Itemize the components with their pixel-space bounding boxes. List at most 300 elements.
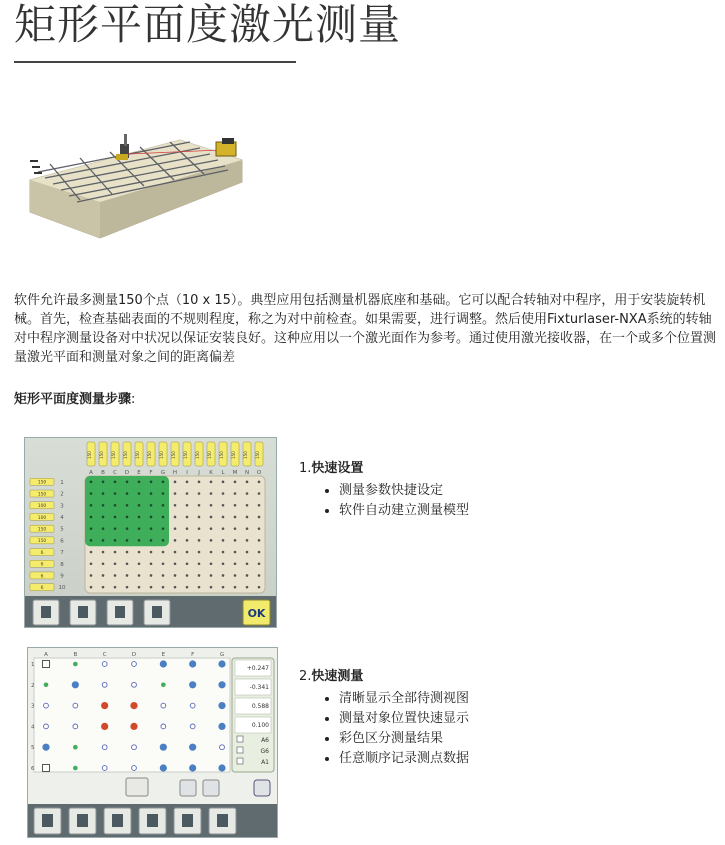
grid-point[interactable] — [222, 527, 225, 530]
grid-point[interactable] — [150, 527, 153, 530]
measured-point[interactable] — [189, 660, 196, 667]
grid-point[interactable] — [174, 492, 177, 495]
column-label: K — [209, 470, 213, 476]
grid-point[interactable] — [138, 562, 141, 565]
grid-point[interactable] — [174, 562, 177, 565]
pending-point[interactable] — [132, 745, 137, 750]
grid-point[interactable] — [210, 516, 213, 519]
measured-point[interactable] — [160, 660, 167, 667]
row-label: 3 — [31, 703, 35, 710]
grid-point[interactable] — [246, 527, 249, 530]
grid-point[interactable] — [90, 504, 93, 507]
grid-point[interactable] — [126, 551, 129, 554]
column-label: G — [219, 652, 225, 658]
measured-point[interactable] — [160, 744, 167, 751]
grid-point[interactable] — [90, 516, 93, 519]
grid-point[interactable] — [138, 504, 141, 507]
grid-point[interactable] — [246, 504, 249, 507]
reference-point[interactable] — [43, 661, 50, 668]
grid-point[interactable] — [174, 516, 177, 519]
machine-base-illustration — [20, 120, 250, 250]
top-value-text: 150 — [219, 451, 224, 459]
measure-grid[interactable] — [28, 648, 278, 838]
grid-point[interactable] — [222, 492, 225, 495]
measured-point[interactable] — [161, 683, 166, 688]
pending-point[interactable] — [161, 724, 166, 729]
grid-point[interactable] — [210, 562, 213, 565]
row-label: 5 — [31, 745, 35, 752]
top-value-text: 150 — [195, 451, 200, 459]
measured-point[interactable] — [218, 702, 225, 709]
grid-point[interactable] — [150, 492, 153, 495]
grid-point[interactable] — [114, 516, 117, 519]
grid-point[interactable] — [102, 562, 105, 565]
left-value-text: 6 — [40, 562, 44, 568]
grid-point[interactable] — [150, 551, 153, 554]
top-value-text: 150 — [243, 451, 248, 459]
pending-point[interactable] — [73, 724, 78, 729]
step-list — [299, 481, 469, 521]
grid-point[interactable] — [210, 481, 213, 484]
selected-area[interactable] — [85, 476, 169, 546]
column-label: H — [172, 470, 178, 476]
grid-point[interactable] — [186, 539, 189, 542]
grid-point[interactable] — [186, 562, 189, 565]
position-marker-icon — [237, 736, 243, 742]
grid-point[interactable] — [222, 481, 225, 484]
readout-value: 0.100 — [251, 722, 269, 729]
readout-value: 0.588 — [251, 703, 269, 710]
grid-point[interactable] — [138, 516, 141, 519]
grid-point[interactable] — [246, 481, 249, 484]
grid-point[interactable] — [126, 492, 129, 495]
column-label: M — [232, 470, 238, 476]
grid-point[interactable] — [198, 527, 201, 530]
grid-point[interactable] — [126, 481, 129, 484]
list-item: • 彩色区分测量结果 — [339, 729, 469, 749]
grid-point[interactable] — [258, 574, 261, 577]
grid-point[interactable] — [126, 586, 129, 589]
grid-point[interactable] — [234, 551, 237, 554]
list-item: • 测量参数快捷设定 — [339, 481, 469, 501]
top-value-text: 150 — [207, 451, 212, 459]
grid-point[interactable] — [114, 562, 117, 565]
grid-point[interactable] — [210, 492, 213, 495]
row-label: 7 — [60, 550, 64, 557]
grid-point[interactable] — [210, 551, 213, 554]
grid-point[interactable] — [174, 539, 177, 542]
left-value-text: 6 — [40, 585, 44, 591]
grid-point[interactable] — [186, 527, 189, 530]
row-label: 6 — [60, 538, 64, 545]
measured-point[interactable] — [160, 764, 167, 771]
top-value-text: 150 — [123, 451, 128, 459]
measured-point[interactable] — [218, 764, 225, 771]
view-toggle-button[interactable] — [126, 778, 148, 796]
list-item: • 软件自动建立测量模型 — [339, 501, 469, 521]
grid-point[interactable] — [102, 551, 105, 554]
steps-heading-colon: : — [131, 392, 136, 407]
top-value-text: 150 — [135, 451, 140, 459]
page-title: 矩形平面度激光测量 — [14, 0, 402, 49]
step-title: 快速测量 — [311, 669, 364, 684]
grid-point[interactable] — [258, 516, 261, 519]
grid-point[interactable] — [174, 481, 177, 484]
grid-point[interactable] — [234, 586, 237, 589]
column-label: B — [73, 652, 78, 658]
column-label: J — [198, 470, 200, 476]
grid-point[interactable] — [186, 504, 189, 507]
grid-point[interactable] — [174, 527, 177, 530]
rotate-icon — [77, 814, 88, 827]
grid-point[interactable] — [234, 562, 237, 565]
measured-point[interactable] — [101, 702, 108, 709]
center-view-button[interactable] — [254, 780, 270, 796]
grid-point[interactable] — [162, 527, 165, 530]
row-label: 3 — [60, 503, 64, 510]
row-label: 4 — [31, 724, 35, 731]
grid-point[interactable] — [162, 481, 165, 484]
left-value-text: 6 — [40, 550, 44, 556]
grid-point[interactable] — [222, 562, 225, 565]
print-icon — [115, 606, 125, 618]
grid-point[interactable] — [114, 551, 117, 554]
grid-point[interactable] — [102, 504, 105, 507]
grid-point[interactable] — [186, 481, 189, 484]
grid-point[interactable] — [246, 562, 249, 565]
row-label: 9 — [60, 573, 64, 580]
pending-point[interactable] — [220, 745, 225, 750]
measured-point[interactable] — [42, 744, 49, 751]
measured-point[interactable] — [189, 744, 196, 751]
grid-point[interactable] — [246, 516, 249, 519]
grid-point[interactable] — [246, 586, 249, 589]
save-icon — [147, 814, 158, 827]
grid-point[interactable] — [114, 574, 117, 577]
grid-point[interactable] — [198, 492, 201, 495]
grid-point[interactable] — [102, 492, 105, 495]
measured-point[interactable] — [189, 764, 196, 771]
grid-point[interactable] — [150, 504, 153, 507]
column-label: F — [191, 652, 195, 658]
grid-point[interactable] — [114, 492, 117, 495]
grid-point[interactable] — [210, 586, 213, 589]
grid-point[interactable] — [210, 574, 213, 577]
grid-point[interactable] — [90, 551, 93, 554]
grid-point[interactable] — [258, 586, 261, 589]
measured-point[interactable] — [73, 662, 78, 667]
row-label: 2 — [31, 682, 35, 689]
grid-point[interactable] — [90, 586, 93, 589]
grid-point[interactable] — [162, 504, 165, 507]
pending-point[interactable] — [102, 682, 107, 687]
readout-value: -0.341 — [249, 684, 269, 691]
grid-point[interactable] — [126, 504, 129, 507]
grid-point[interactable] — [258, 492, 261, 495]
pending-point[interactable] — [190, 724, 195, 729]
grid-point[interactable] — [222, 504, 225, 507]
grid-point[interactable] — [126, 516, 129, 519]
grid-point[interactable] — [162, 492, 165, 495]
grid-point[interactable] — [186, 551, 189, 554]
column-label: C — [113, 470, 117, 476]
measured-point[interactable] — [218, 681, 225, 688]
grid-point[interactable] — [198, 481, 201, 484]
exit-icon — [41, 606, 51, 618]
row-label: 1 — [31, 662, 35, 668]
grid-point[interactable] — [162, 574, 165, 577]
row-label: 8 — [60, 561, 64, 568]
grid-point[interactable] — [138, 574, 141, 577]
step-number: 1. — [299, 461, 312, 476]
top-value-text: 150 — [159, 451, 164, 459]
step-list — [299, 689, 469, 769]
measured-point[interactable] — [44, 683, 49, 688]
grid-point[interactable] — [138, 539, 141, 542]
row-label: 5 — [60, 526, 64, 533]
grid-point[interactable] — [210, 539, 213, 542]
pending-point[interactable] — [132, 682, 137, 687]
measured-point[interactable] — [218, 723, 225, 730]
grid-point[interactable] — [210, 527, 213, 530]
column-label: N — [244, 470, 250, 476]
zoom-in-button[interactable] — [180, 780, 196, 796]
row-label: 4 — [60, 514, 64, 521]
grid-point[interactable] — [258, 539, 261, 542]
steps-heading — [14, 391, 135, 409]
grid-point[interactable] — [138, 551, 141, 554]
grid-point[interactable] — [90, 562, 93, 565]
grid-point[interactable] — [114, 481, 117, 484]
pending-point[interactable] — [132, 662, 137, 667]
row-label: 1 — [60, 479, 64, 486]
grid-point[interactable] — [102, 574, 105, 577]
list-item: • 清晰显示全部待测视图 — [339, 689, 469, 709]
grid-point[interactable] — [222, 516, 225, 519]
grid-point[interactable] — [138, 492, 141, 495]
grid-point[interactable] — [138, 586, 141, 589]
column-label: B — [101, 470, 105, 476]
measured-point[interactable] — [101, 723, 108, 730]
grid-point[interactable] — [102, 586, 105, 589]
zoom-out-button[interactable] — [203, 780, 219, 796]
step-number: 2. — [299, 669, 312, 684]
top-value-text: 150 — [147, 451, 152, 459]
grid-point[interactable] — [234, 504, 237, 507]
grid-point[interactable] — [258, 504, 261, 507]
pending-point[interactable] — [190, 703, 195, 708]
grid-point[interactable] — [234, 492, 237, 495]
top-value-text: 150 — [111, 451, 116, 459]
ok-label: OK — [247, 607, 266, 620]
row-label: 2 — [60, 491, 64, 498]
grid-point[interactable] — [198, 504, 201, 507]
measured-point[interactable] — [72, 681, 79, 688]
column-label: D — [124, 470, 130, 476]
print-icon — [112, 814, 123, 827]
step-quick-measure — [299, 667, 469, 769]
grid-point[interactable] — [162, 516, 165, 519]
title-underline — [14, 61, 296, 63]
position-value: G6 — [260, 748, 269, 755]
left-value-text: 150 — [37, 480, 47, 486]
pending-point[interactable] — [161, 703, 166, 708]
grid-point[interactable] — [186, 516, 189, 519]
grid-point[interactable] — [90, 492, 93, 495]
pending-point[interactable] — [102, 745, 107, 750]
grid-point[interactable] — [198, 516, 201, 519]
row-label: 6 — [31, 766, 35, 772]
grid-point[interactable] — [126, 527, 129, 530]
grid-point[interactable] — [102, 481, 105, 484]
left-value-text: 150 — [37, 539, 47, 545]
grid-point[interactable] — [162, 551, 165, 554]
grid-point[interactable] — [174, 504, 177, 507]
pending-point[interactable] — [44, 724, 49, 729]
grid-point[interactable] — [90, 574, 93, 577]
column-label: E — [137, 470, 141, 476]
top-value-text: 150 — [171, 451, 176, 459]
list-item: • 任意顺序记录测点数据 — [339, 749, 469, 769]
grid-point[interactable] — [138, 481, 141, 484]
list-item: • 测量对象位置快速显示 — [339, 709, 469, 729]
grid-point[interactable] — [198, 586, 201, 589]
measured-point[interactable] — [73, 766, 78, 771]
grid-point[interactable] — [234, 574, 237, 577]
column-label: A — [44, 652, 48, 658]
reference-point[interactable] — [43, 765, 50, 772]
column-label: F — [149, 470, 153, 476]
intro-paragraph: 软件允许最多测量150个点（10 x 15）。典型应用包括测量机器底座和基础。它可以配合转轴对中程序，用于安装旋转机械。首先，检查基础表面的不规则程度，称之为对中前检查。如果需要，进行调整。然后使用Fixturlaser-NXA系统的转轴对中程序测量设备对中状况以保证安装良好。这种应用以一个激光面作为参考。通过使用激光接收器，在一个或多个位置测量激光平面和测量对象之间的距离偏差 — [14, 293, 717, 365]
grid-point[interactable] — [210, 504, 213, 507]
grid-point[interactable] — [198, 539, 201, 542]
column-label: I — [186, 470, 188, 476]
pending-point[interactable] — [73, 703, 78, 708]
grid-point[interactable] — [198, 551, 201, 554]
grid-point[interactable] — [258, 481, 261, 484]
pending-point[interactable] — [132, 766, 137, 771]
top-value-text: 150 — [255, 451, 260, 459]
grid-point[interactable] — [174, 586, 177, 589]
grid-point[interactable] — [150, 481, 153, 484]
grid-point[interactable] — [150, 539, 153, 542]
top-value-text: 150 — [87, 451, 92, 459]
grid-point[interactable] — [126, 574, 129, 577]
grid-point[interactable] — [222, 551, 225, 554]
column-label: A — [89, 470, 93, 476]
position-value: A1 — [261, 759, 269, 766]
top-value-text: 150 — [231, 451, 236, 459]
grid-point[interactable] — [246, 574, 249, 577]
grid-point[interactable] — [150, 586, 153, 589]
steps-heading-text: 矩形平面度测量步骤 — [14, 392, 132, 407]
setup-grid[interactable] — [25, 438, 277, 628]
list-icon — [217, 814, 228, 827]
column-label: G — [160, 470, 166, 476]
measured-point[interactable] — [130, 723, 137, 730]
pending-point[interactable] — [102, 662, 107, 667]
grid-point[interactable] — [102, 516, 105, 519]
left-value-text: 150 — [37, 527, 47, 533]
rotate-icon — [78, 606, 88, 618]
grid-point[interactable] — [162, 586, 165, 589]
measured-point[interactable] — [218, 660, 225, 667]
grid-point[interactable] — [90, 481, 93, 484]
pending-point[interactable] — [102, 766, 107, 771]
top-value-text: 150 — [183, 451, 188, 459]
measured-point[interactable] — [189, 681, 196, 688]
readout-value: +0.247 — [246, 665, 269, 672]
measured-point[interactable] — [73, 745, 78, 750]
grid-point[interactable] — [174, 551, 177, 554]
measurement-board[interactable] — [34, 658, 230, 772]
position-marker-icon — [237, 758, 243, 764]
grid-point[interactable] — [114, 539, 117, 542]
column-label: L — [221, 470, 225, 476]
grid-point[interactable] — [198, 562, 201, 565]
grid-point[interactable] — [246, 539, 249, 542]
grid-point[interactable] — [162, 539, 165, 542]
grid-point[interactable] — [258, 527, 261, 530]
grid-point[interactable] — [90, 539, 93, 542]
grid-point[interactable] — [174, 574, 177, 577]
top-value-text: 150 — [99, 451, 104, 459]
grid-point[interactable] — [114, 527, 117, 530]
grid-point[interactable] — [198, 574, 201, 577]
grid-point[interactable] — [138, 527, 141, 530]
grid-point[interactable] — [126, 539, 129, 542]
grid-point[interactable] — [234, 516, 237, 519]
grid-point[interactable] — [102, 539, 105, 542]
exit-icon — [42, 814, 53, 827]
grid-point[interactable] — [150, 574, 153, 577]
step-quick-setup — [299, 459, 469, 521]
measured-point[interactable] — [130, 702, 137, 709]
column-label: C — [102, 652, 107, 658]
grid-point[interactable] — [186, 586, 189, 589]
grid-point[interactable] — [150, 562, 153, 565]
grid-point[interactable] — [222, 574, 225, 577]
left-value-text: 150 — [37, 492, 47, 498]
grid-point[interactable] — [186, 492, 189, 495]
column-label: E — [161, 652, 166, 658]
step-title: 快速设置 — [311, 461, 364, 476]
grid-point[interactable] — [234, 481, 237, 484]
grid-point[interactable] — [258, 562, 261, 565]
grid-point[interactable] — [114, 504, 117, 507]
grid-point[interactable] — [102, 527, 105, 530]
grid-point[interactable] — [258, 551, 261, 554]
grid-point[interactable] — [186, 574, 189, 577]
grid-point[interactable] — [90, 527, 93, 530]
column-label: O — [256, 470, 262, 476]
grid-point[interactable] — [162, 562, 165, 565]
grid-point[interactable] — [234, 527, 237, 530]
grid-point[interactable] — [222, 586, 225, 589]
grid-point[interactable] — [150, 516, 153, 519]
grid-point[interactable] — [246, 551, 249, 554]
grid-icon — [182, 814, 193, 827]
pending-point[interactable] — [44, 703, 49, 708]
grid-point[interactable] — [222, 539, 225, 542]
left-value-text: 100 — [37, 515, 47, 521]
save-icon — [152, 606, 162, 618]
grid-point[interactable] — [234, 539, 237, 542]
grid-point[interactable] — [114, 586, 117, 589]
left-value-text: 6 — [40, 574, 44, 580]
grid-point[interactable] — [126, 562, 129, 565]
grid-point[interactable] — [246, 492, 249, 495]
